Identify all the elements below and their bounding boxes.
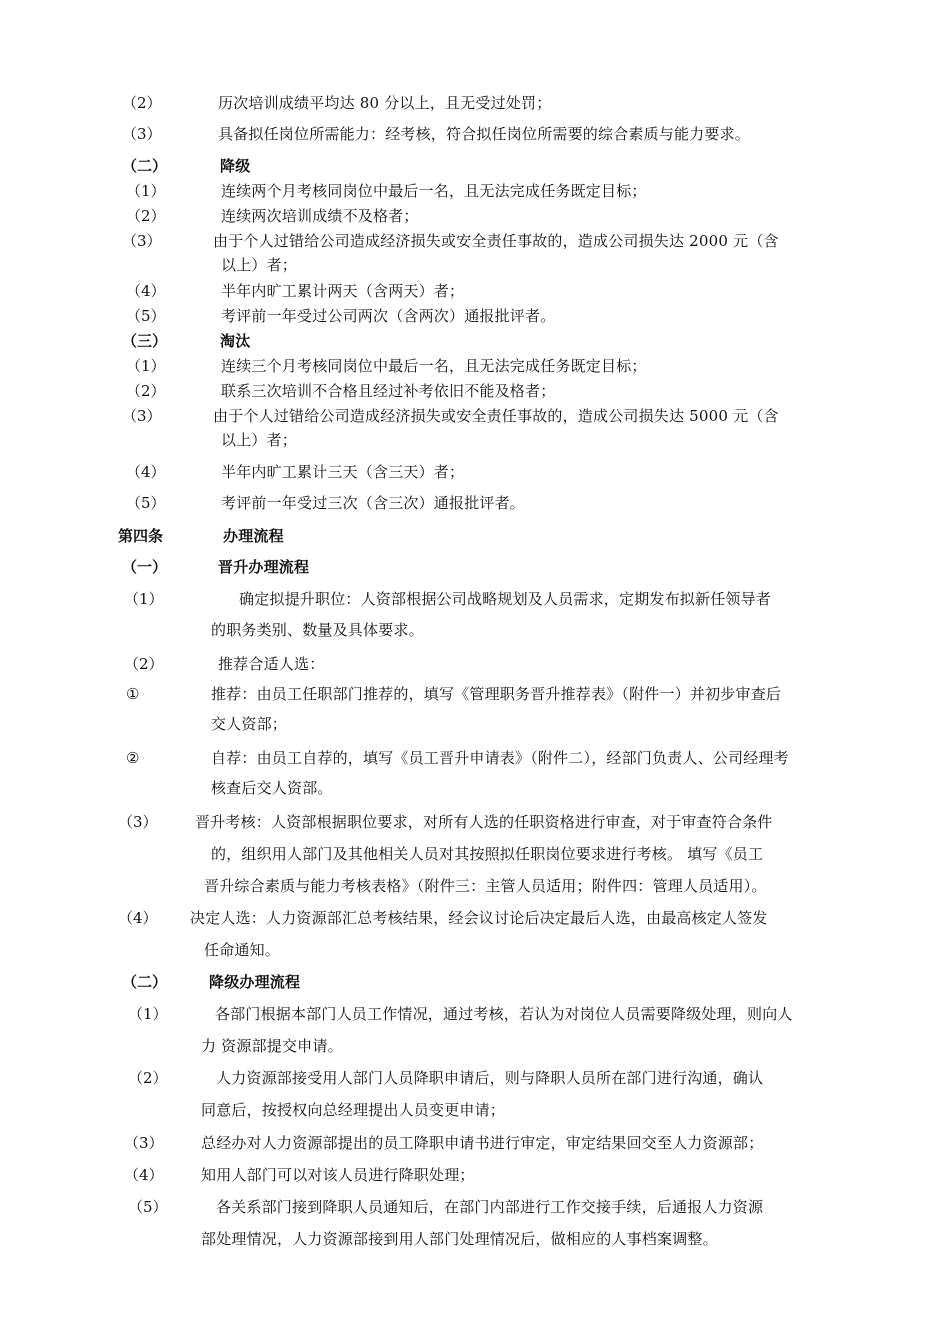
item-text: 连续两次培训成绩不及格者； [221, 207, 419, 225]
item-number: （1） [126, 182, 166, 200]
section-heading: 降级办理流程 [209, 973, 301, 991]
item-text: 推荐合适人选： [218, 655, 325, 673]
item-text: 各关系部门接到降职人员通知后，在部门内部进行工作交接手续，后通报人力资源 [216, 1198, 764, 1216]
item-number: （5） [128, 1198, 168, 1216]
item-text: 各部门根据本部门人员工作情况，通过考核，若认为对岗位人员需要降级处理，则向人 [215, 1005, 793, 1023]
section-number: （二） [122, 157, 168, 175]
item-text: 连续三个月考核同岗位中最后一名，且无法完成任务既定目标； [221, 357, 647, 375]
item-text-continued: 部处理情况，人力资源部接到用人部门处理情况后，做相应的人事档案调整。 [201, 1230, 718, 1248]
item-text: 确定拟提升职位：人资部根据公司战略规划及人员需求，定期发布拟新任领导者 [239, 590, 772, 608]
item-text: 人力资源部接受用人部门人员降职申请后，则与降职人员所在部门进行沟通，确认 [216, 1069, 764, 1087]
article-heading: 办理流程 [223, 527, 284, 545]
item-number: （5） [126, 494, 166, 512]
item-text: 考评前一年受过公司两次（含两次）通报批评者。 [221, 307, 556, 325]
item-text-continued: 交人资部； [211, 715, 288, 733]
item-number: （3） [122, 232, 162, 250]
item-text: 由于个人过错给公司造成经济损失或安全责任事故的，造成公司损失达 2000 元（含 [213, 232, 779, 250]
item-text-continued: 同意后，按授权向总经理提出人员变更申请； [201, 1101, 506, 1119]
item-text: 具备拟任岗位所需能力：经考核，符合拟任岗位所需要的综合素质与能力要求。 [218, 125, 751, 143]
item-text-continued: 晋升综合素质与能力考核表格》（附件三：主管人员适用；附件四：管理人员适用）。 [204, 877, 767, 895]
item-number: （2） [128, 1069, 168, 1087]
item-text-continued: 任命通知。 [204, 941, 281, 959]
item-number: （4） [124, 1166, 164, 1184]
item-number: （2） [126, 207, 166, 225]
item-text: 总经办对人力资源部提出的员工降职申请书进行审定，审定结果回交至人力资源部； [201, 1134, 764, 1152]
item-text: 决定人选：人力资源部汇总考核结果，经会议讨论后决定最后人选，由最高核定人签发 [190, 909, 768, 927]
item-text-continued: 以上）者； [221, 256, 298, 274]
article-number: 第四条 [118, 527, 164, 545]
item-text-continued: 核查后交人资部。 [211, 779, 333, 797]
item-number: （3） [124, 1134, 164, 1152]
item-text-continued: 力 资源部提交申请。 [201, 1037, 343, 1055]
item-number: （1） [124, 590, 164, 608]
item-text: 自荐：由员工自荐的，填写《员工晋升申请表》（附件二），经部门负责人、公司经理考 [211, 749, 789, 767]
item-number: （3） [118, 813, 158, 831]
item-text: 半年内旷工累计三天（含三天）者； [221, 463, 465, 481]
item-text: 晋升考核：人资部根据职位要求，对所有人选的任职资格进行审查，对于审查符合条件 [195, 813, 773, 831]
section-heading: 晋升办理流程 [218, 558, 310, 576]
item-number: （2） [126, 382, 166, 400]
item-number: （2） [122, 94, 162, 112]
section-heading: 降级 [220, 157, 251, 175]
item-number: （4） [126, 463, 166, 481]
item-text: 历次培训成绩平均达 80 分以上，且无受过处罚； [218, 94, 552, 112]
item-number: （4） [126, 282, 166, 300]
item-number: ② [126, 749, 140, 767]
item-text: 由于个人过错给公司造成经济损失或安全责任事故的，造成公司损失达 5000 元（含 [213, 407, 779, 425]
item-number: （1） [128, 1005, 168, 1023]
item-text: 半年内旷工累计两天（含两天）者； [221, 282, 465, 300]
section-number: （三） [122, 332, 168, 350]
item-number: （5） [126, 307, 166, 325]
item-number: （2） [124, 655, 164, 673]
item-text: 知用人部门可以对该人员进行降职处理； [201, 1166, 475, 1184]
item-number: （3） [122, 125, 162, 143]
item-number: （1） [126, 357, 166, 375]
item-number: （3） [122, 407, 162, 425]
item-text: 连续两个月考核同岗位中最后一名，且无法完成任务既定目标； [221, 182, 647, 200]
item-text: 考评前一年受过三次（含三次）通报批评者。 [221, 494, 526, 512]
item-text: 联系三次培训不合格且经过补考依旧不能及格者； [221, 382, 556, 400]
section-number: （二） [122, 973, 168, 991]
item-number: ① [126, 685, 140, 703]
section-number: （一） [122, 558, 168, 576]
item-text-continued: 以上）者； [221, 431, 298, 449]
item-text-continued: 的职务类别、数量及具体要求。 [211, 621, 424, 639]
item-number: （4） [118, 909, 158, 927]
section-heading: 淘汰 [220, 332, 251, 350]
item-text-continued: 的，组织用人部门及其他相关人员对其按照拟任职岗位要求进行考核。 填写《员工 [211, 845, 764, 863]
item-text: 推荐：由员工任职部门推荐的，填写《管理职务晋升推荐表》（附件一）并初步审查后 [211, 685, 782, 703]
